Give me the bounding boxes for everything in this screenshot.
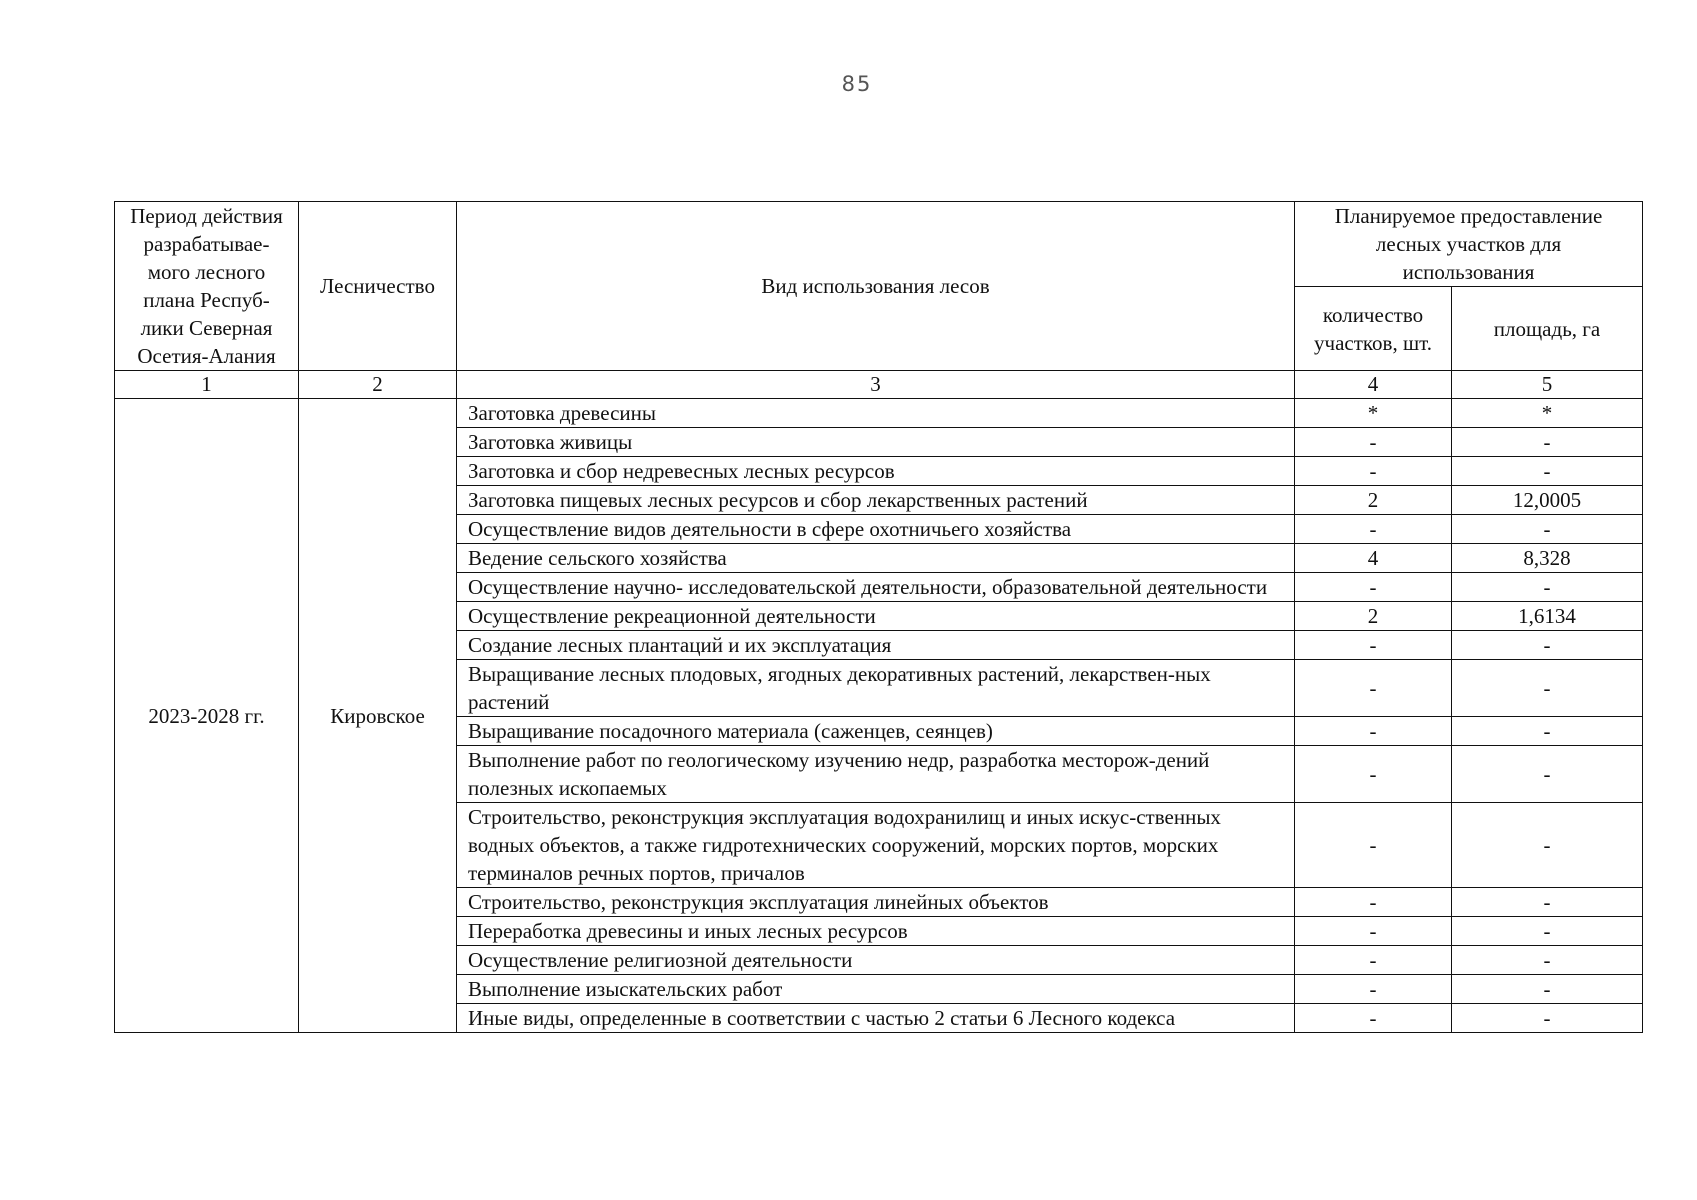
use-type-cell: Выращивание посадочного материала (саженцев, сеянцев) [457,717,1295,746]
use-type-cell: Заготовка пищевых лесных ресурсов и сбор лекарственных растений [457,486,1295,515]
header-period-line: Осетия-Алания [137,344,276,368]
header-planned-line: использования [1402,260,1535,284]
use-type-cell: Переработка древесины и иных лесных ресурсов [457,917,1295,946]
use-type-cell: Иные виды, определенные в соответствии с частью 2 статьи 6 Лесного кодекса [457,1004,1295,1033]
area-cell: - [1452,631,1643,660]
area-cell: - [1452,975,1643,1004]
area-cell: 12,0005 [1452,486,1643,515]
header-forestry: Лесничество [299,202,457,371]
header-plot-count-line: количество [1322,302,1424,327]
plot-count-cell: - [1295,746,1452,803]
header-period-line: разрабатывае- [143,232,270,256]
area-cell: - [1452,573,1643,602]
use-type-cell: Осуществление рекреационной деятельности [457,602,1295,631]
header-plot-count [1295,287,1452,371]
use-type-cell: Выращивание лесных плодовых, ягодных декоративных растений, лекарствен-ных растений [457,660,1295,717]
use-type-cell: Создание лесных плантаций и их эксплуатация [457,631,1295,660]
header-period [115,202,299,371]
column-number: 5 [1452,371,1643,399]
area-cell: - [1452,457,1643,486]
plot-count-cell: - [1295,975,1452,1004]
area-cell: - [1452,515,1643,544]
use-type-cell: Осуществление религиозной деятельности [457,946,1295,975]
header-period-line: Период действия [130,204,283,228]
plot-count-cell: - [1295,631,1452,660]
forest-use-table [114,201,1643,1033]
area-cell: - [1452,717,1643,746]
use-type-cell: Выполнение работ по геологическому изучению недр, разработка месторож-дений полезных ископаемых [457,746,1295,803]
area-cell: * [1452,399,1643,428]
column-number: 1 [115,371,299,399]
header-planned-provision [1295,202,1643,287]
table-row [115,399,1643,428]
area-cell: - [1452,946,1643,975]
area-cell: - [1452,917,1643,946]
plot-count-cell: - [1295,888,1452,917]
area-cell: - [1452,888,1643,917]
header-area: площадь, га [1452,287,1643,371]
column-number-row [115,371,1643,399]
use-type-cell: Осуществление научно- исследовательской деятельности, образовательной деятельности [457,573,1295,602]
header-plot-count-line: участков, шт. [1314,330,1432,355]
period-cell: 2023-2028 гг. [115,399,299,1033]
use-type-cell: Заготовка древесины [457,399,1295,428]
use-type-cell: Заготовка живицы [457,428,1295,457]
header-period-line: плана Респуб- [143,288,270,312]
plot-count-cell: - [1295,515,1452,544]
header-planned-line: лесных участков для [1375,232,1562,256]
column-number: 2 [299,371,457,399]
page-number: 85 [841,72,873,96]
plot-count-cell: 2 [1295,486,1452,515]
area-cell: - [1452,803,1643,888]
area-cell: 8,328 [1452,544,1643,573]
plot-count-cell: - [1295,573,1452,602]
area-cell: - [1452,660,1643,717]
plot-count-cell: - [1295,803,1452,888]
column-number: 4 [1295,371,1452,399]
plot-count-cell: - [1295,457,1452,486]
plot-count-cell: - [1295,428,1452,457]
use-type-cell: Выполнение изыскательских работ [457,975,1295,1004]
area-cell: - [1452,1004,1643,1033]
plot-count-cell: - [1295,946,1452,975]
plot-count-cell: - [1295,1004,1452,1033]
use-type-cell: Строительство, реконструкция эксплуатация водохранилищ и иных искус-ственных водных объектов, а также гидротехнических сооружений, морских портов, морских терминалов речных портов, причалов [457,803,1295,888]
area-cell: - [1452,428,1643,457]
plot-count-cell: 2 [1295,602,1452,631]
header-period-line: мого лесного [147,260,266,284]
forestry-cell: Кировское [299,399,457,1033]
header-forest-use-type: Вид использования лесов [457,202,1295,371]
plot-count-cell: * [1295,399,1452,428]
use-type-cell: Строительство, реконструкция эксплуатация линейных объектов [457,888,1295,917]
plot-count-cell: 4 [1295,544,1452,573]
header-period-line: лики Северная [140,316,273,340]
use-type-cell: Осуществление видов деятельности в сфере охотничьего хозяйства [457,515,1295,544]
plot-count-cell: - [1295,917,1452,946]
area-cell: - [1452,746,1643,803]
area-cell: 1,6134 [1452,602,1643,631]
plot-count-cell: - [1295,717,1452,746]
use-type-cell: Заготовка и сбор недревесных лесных ресурсов [457,457,1295,486]
header-planned-line: Планируемое предоставление [1334,204,1603,228]
column-number: 3 [457,371,1295,399]
use-type-cell: Ведение сельского хозяйства [457,544,1295,573]
plot-count-cell: - [1295,660,1452,717]
